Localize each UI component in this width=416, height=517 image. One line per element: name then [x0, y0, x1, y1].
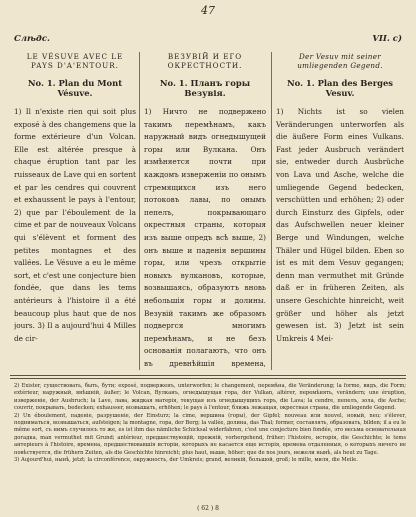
header-left: Слѣдс.	[14, 34, 50, 44]
column-divider	[139, 52, 140, 370]
page-number: 47	[201, 4, 215, 17]
german-section-heading: No. 1. Plan des Berges Vesuv.	[286, 78, 394, 98]
column-divider	[271, 52, 272, 370]
russian-column	[144, 52, 266, 370]
footnote: 3) Aujourd'hui, нынѣ, jetzt; la circonférence, окружность, der Umkreis; grand, великій, большой, groß; le mille, миля, die Meile.	[14, 457, 358, 464]
footnotes	[14, 383, 406, 464]
french-section-heading: No. 1. Plan du Mont Vésuve.	[27, 78, 123, 98]
header-right: VII. c)	[372, 34, 402, 44]
russian-text: 1) Ничто не подвержено такимъ перемѣнамъ, какъ наружный видъ огнедышущей горы или Вулкана. Онъ измѣняется почти при каждомъ изверженіи по онымъ стремящихся изъ него потоковъ лавы, по онымъ пепелъ, покрывающаго окрестныя страны, которыя изъ выше опредъ всѣ выше, 2) онъ выше и паденія вершины горы, или чрезъ открытіе новыхъ вулкановъ, которые, возвышаясь, образуютъ вновь небольшія горы и долины. Везувій такимъ же образомъ подвергся многимъ перемѣнамъ, и не безъ основанія полагаютъ, что онъ въ древнѣйшія времена,	[144, 107, 266, 368]
footnote-rule	[10, 378, 406, 379]
french-title: LE VÉSUVE AVEC LE PAYS D'A'ENTOUR.	[26, 52, 124, 70]
german-column	[276, 52, 404, 370]
russian-section-heading: No. 1. Планъ горы Везувія.	[159, 78, 251, 98]
footnote: 2) Un éboulement, паденіе, разрушеніе, der Einsturz; la cime, вершина (горы), der Gipfel; nouveau или nouvel, новый, neu; s'élever, подниматься, возвышаться, aufsteigen; la montagne, гора, der Berg; la vallée, долина, das Thal; former, составлять, образовать, bilden; il a eu le même sort, съ нимъ случилось то же, es ist ihm das nämliche Schicksal widerfahren, с'est une conjecture bien fondée, это весьма основательная догадка, man vermuthet mit Grund; antérieur, предшествующій, прежній, vorhergehend, früher; l'histoire, исторія, die Geschichte; le tems антерiеurs à l'histoire, времена, предшествовавшія исторіи, которыхъ не касается еще исторія, времена отдаленныя, о которыхъ ничего не повѣствуется, die frühern Zeiten, als die Geschichte hinreicht; plus haut, выше, höher; que de nos jours, нежели нынѣ, als heut zu Tage.	[14, 412, 406, 456]
german-title: Der Vesuv mit seiner umliegenden Gegend.	[297, 52, 383, 70]
footnote-rule	[10, 375, 406, 376]
russian-title: ВЕЗУВІЙ И ЕГО ОКРЕСТНОСТИ.	[167, 52, 243, 70]
german-text: 1) Nichts ist so vielen Veränderungen unterworfen als die äußere Form eines Vulkans. Fast jeder Ausbruch verändert sie, entweder durch Ausbrüche von Lava und Asche, welche die umliegende Gegend bedecken, verschütten und erhöhen; 2) oder durch Einsturz des Gipfels, oder das Aufschwellen neuer kleiner Berge und Windungen, welche Thäler und Hügel bilden. Eben so ist es mit dem Vesuv gegangen; denn man vermuthet mit Gründe daß er in früheren Zeiten, als unsere Geschichte hinreicht, weit größer und höher als jetzt gewesen ist. 3) Jetzt ist sein Umkreis 4 Mei-	[276, 107, 404, 343]
page-footer: ( 62 ) 8	[197, 505, 219, 512]
french-column	[14, 52, 136, 370]
footnote: 2) Exister, существовать, быть, бути; exposé, подверженъ, unterworfen; le changement, перемѣна, die Veränderung; la forme, видъ, die Form; extérieur, наружный, внѣшній, äußer; le Volcan, Вулканъ, огнедышущая гора, der Vulkan, altérer, перемѣнять, verändern; une éruption, изверженіе, der Ausbruch; la Lave, лава, жидкая матерія, текущая изъ огнедышущихъ горъ, die Lava; la cendre, пепелъ, зола, die Asche; couvrir, покрывать, bedecken; exhausser, возвышать, erhöhen; le pays à l'entour, ближь лежащая, окрестная страна, die umliegende Gegend.	[14, 383, 406, 412]
french-text: 1) Il n'existe rien qui soit plus exposé à des changemens que la forme extérieure d'un Volcan. Elle est altérée presque à chaque éruption tant par les ruisseaux de Lave qui en sortent et par les cendres qui couvrent et exhaussent le pays à l'entour, 2) que par l'éboulement de la cime et par de nouveaux Volcans qui s'élèvent et forment des petites montagnes et des vallées. Le Vésuve a eu le même sort, et c'est une conjecture bien fondée, que dans les tems antérieurs à l'histoire il a été beaucoup plus haut que de nos jours. 3) Il a aujourd'hui 4 Milles de cir-	[14, 107, 136, 343]
